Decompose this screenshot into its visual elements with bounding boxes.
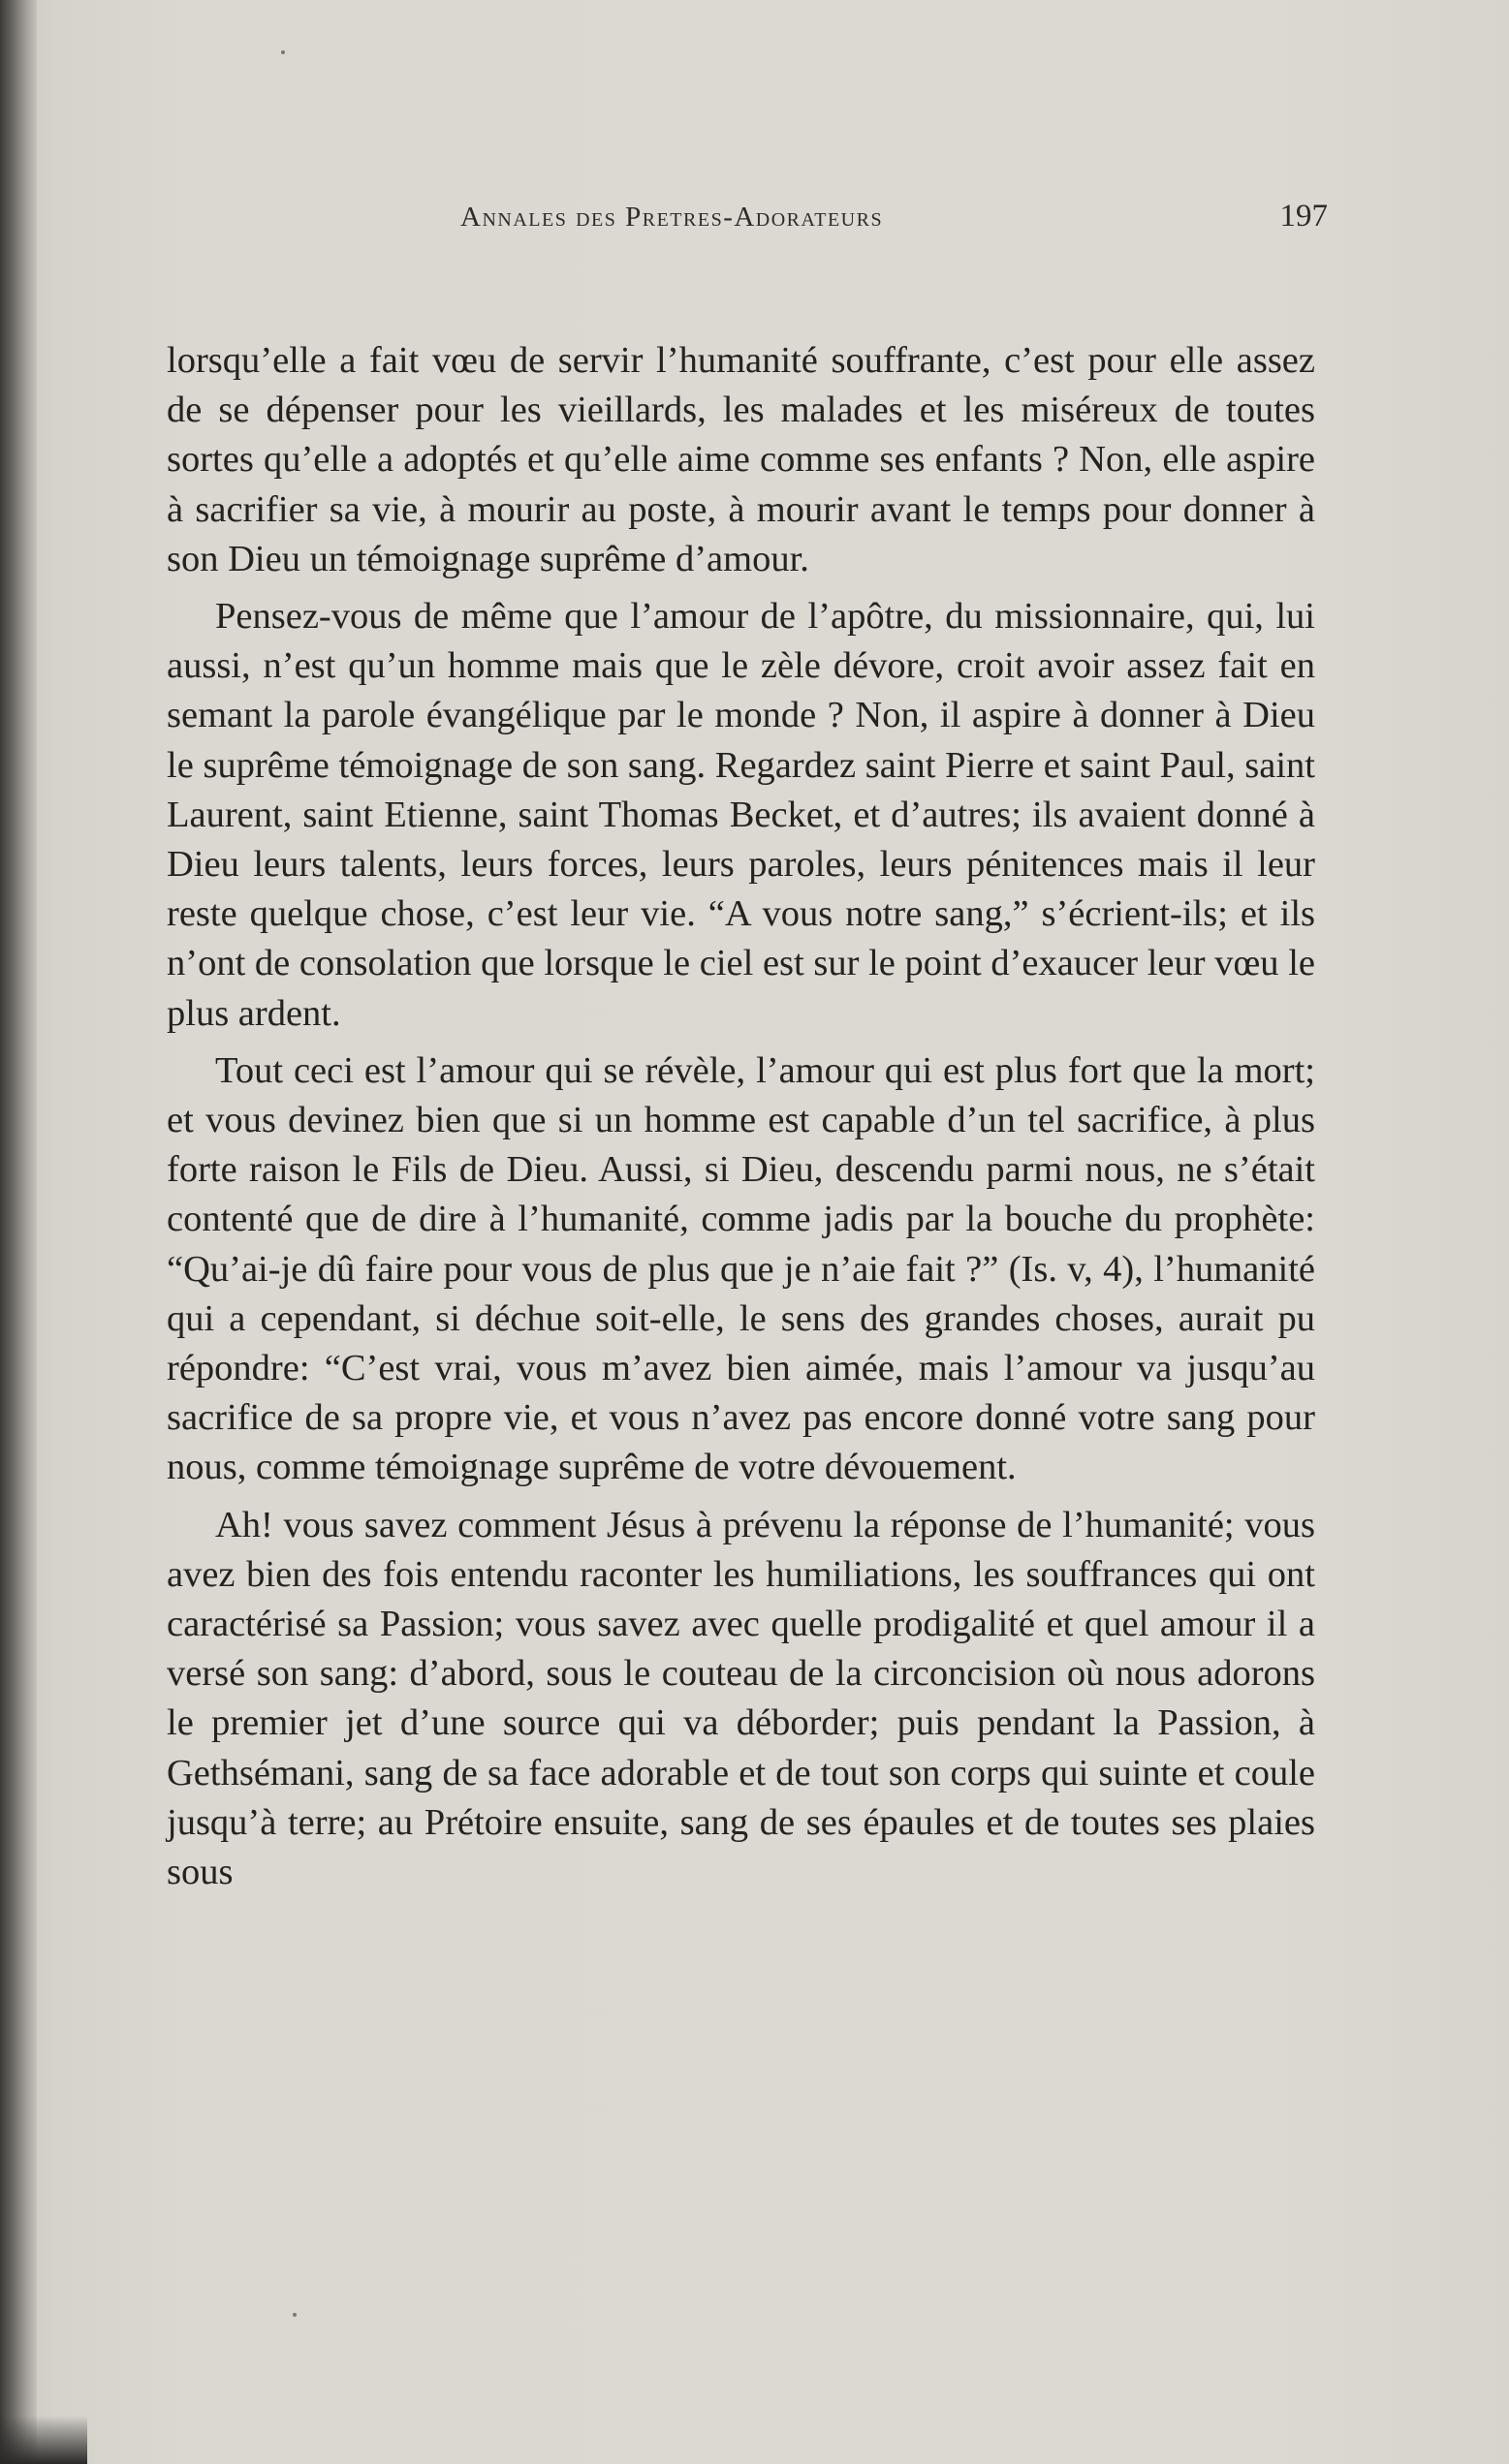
paper-speck — [281, 50, 285, 54]
paper-speck — [293, 2313, 297, 2317]
binding-shadow — [0, 2416, 87, 2464]
paragraph: Ah! vous savez comment Jésus à prévenu la réponse de l’humanité; vous avez bien des fois entendu raconter les humiliations, les souffrances qui ont caractérisé sa Passion; vous savez avec quelle prodigalité et quel amour il a versé son sang: d’abord, sous le couteau de la circoncision où nous adorons le premier jet d’une source qui va déborder; puis pendant la Passion, à Gethsémani, sang de sa face adorable et de tout son corps qui suinte et coule jusqu’à terre; au Prétoire ensuite, sang de ses épaules et de toutes ses plaies sous — [167, 1504, 1315, 1893]
body-text — [167, 336, 1315, 1905]
book-binding-edge — [0, 0, 37, 2464]
paragraph: Tout ceci est l’amour qui se révèle, l’amour qui est plus fort que la mort; et vous devinez bien que si un homme est capable d’un tel sacrifice, à plus forte raison le Fils de Dieu. Aussi, si Dieu, descendu parmi nous, ne s’était contenté que de dire à l’humanité, comme jadis par la bouche du prophète: “Qu’ai-je dû faire pour vous de plus que je n’aie fait ?” (Is. v, 4), l’humanité qui a cependant, si déchue soit-elle, le sens des grandes choses, aurait pu répondre: “C’est vrai, vous m’avez bien aimée, mais l’amour va jusqu’au sacrifice de sa propre vie, et vous n’avez pas encore donné votre sang pour nous, comme témoignage suprême de votre dévouement. — [167, 1049, 1315, 1488]
paragraph: lorsqu’elle a fait vœu de servir l’humanité souffrante, c’est pour elle assez de se dépenser pour les vieillards, les malades et les miséreux de toutes sortes qu’elle a adoptés et qu’elle aime comme ses enfants ? Non, elle aspire à sacrifier sa vie, à mourir au poste, à mourir avant le temps pour donner à son Dieu un témoignage suprême d’amour. — [167, 340, 1315, 579]
page-header — [456, 194, 1328, 242]
page-number: 197 — [1279, 199, 1328, 234]
paragraph: Pensez-vous de même que l’amour de l’apôtre, du missionnaire, qui, lui aussi, n’est qu’un homme mais que le zèle dévore, croit avoir assez fait en semant la parole évangélique par le monde ? Non, il aspire à donner à Dieu le suprême témoignage de son sang. Regardez saint Pierre et saint Paul, saint Laurent, saint Etienne, saint Thomas Becket, et d’autres; ils avaient donné à Dieu leurs talents, leurs forces, leurs paroles, leurs pénitences mais il leur reste quelque chose, c’est leur vie. “A vous notre sang,” s’écrient-ils; et ils n’ont de consolation que lorsque le ciel est sur le point d’exaucer leur vœu le plus ardent. — [167, 596, 1315, 1034]
running-title: Annales des Pretres-Adorateurs — [460, 202, 884, 233]
